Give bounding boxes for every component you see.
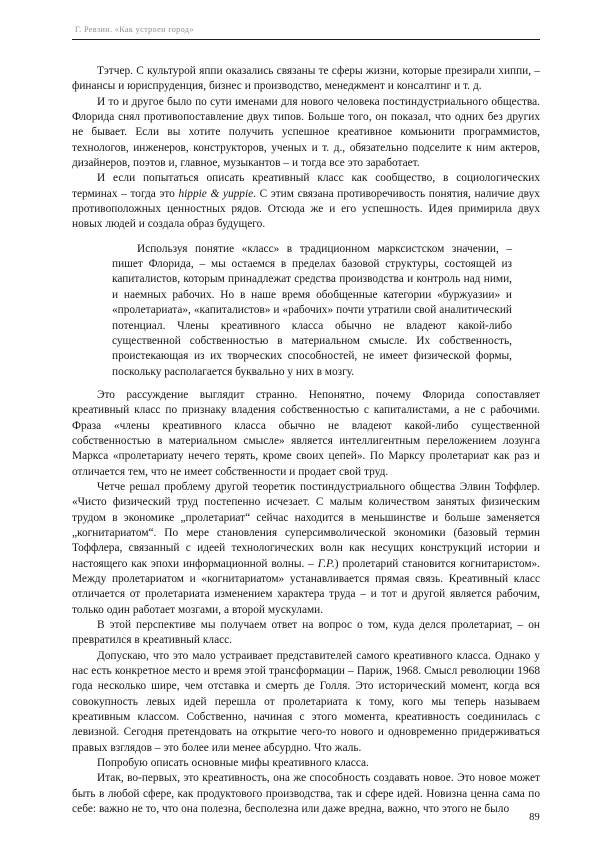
paragraph-9: Итак, во-первых, это креативность, она же способность создавать новое. Это новое может быть в любой сфере, как продуктового производства, так и сфере идей. Новизна ценна сама по себе: важно не то, что она полезна, бесполезна или даже вредна, важно, что этого не было (72, 772, 540, 816)
paragraph-5-text-part2: ) пролетарий становится когнитаристом». Между пролетариатом и «когнитариатом» устанавливается прямая связь. Креативный класс отличается от пролетариата изменением характера труда – и тот и другой является рабочим, только один работает мозгами, а второй мускулами. (72, 557, 541, 616)
paragraph-1: Тэтчер. С культурой яппи оказались связаны те сферы жизни, которые презирали хиппи, – финансы и юриспруденция, бизнес и производство, менеджмент и консалтинг и т. д. (72, 65, 540, 93)
editor-initials-italic: Г.Р. (317, 557, 335, 570)
paragraph-3-text-after: . С этим связана противоречивость понятия, наличие двух противоположных ценностных рядов. Отсюда же и его успешность. Идея примирила двух новых людей и создала образ будущего. (72, 187, 540, 231)
paragraph-7: Допускаю, что это мало устраивает представителей самого креативного класса. Однако у нас есть конкретное место и время этой трансформации – Париж, 1968. Смысл революции 1968 года несколько шире, чем отставка и смерть де Голля. Это исторический момент, когда вся совокупность левых идей перешла от пролетариата к тому, кого мы теперь называем креативным классом. Собственно, начиная с этого момента, креативность соединилась с левизной. Сегодня претендовать на открытие чего-то нового и одновременно придерживаться правых взглядов – это более или менее абсурдно. Что жаль. (72, 649, 540, 754)
paragraph-2: И то и другое было по сути именами для нового человека постиндустриального общества. Флорида снял противопоставление двух типов. Больше того, он показал, что одних без других не бывает. Если вы хотите получить успешное креативное комьюнити программистов, технологов, инженеров, конструкторов, ученых и т. д., обязательно подселите к ним актеров, дизайнеров, поэтов и, главное, музыкантов – и тогда все это заработает. (72, 95, 540, 170)
page-number: 89 (529, 812, 540, 823)
florida-block-quote: Используя понятие «класс» в традиционном марксистском значении, – пишет Флорида, – мы остаемся в пределах базовой структуры, состоящей из капиталистов, которым принадлежат средства производства и контроль над ними, и наемных рабочих. Но в наше время обобщенные категории «буржуазии» и «пролетариата», «капиталистов» и «рабочих» почти утратили свой аналитический потенциал. Члены креативного класса обычно не владеют какой-либо существенной собственностью в материальном смысле. Их собственность, проистекающая из их творческих способностей, не имеет физической формы, поскольку располагается буквально у них в мозгу. (112, 242, 512, 378)
paragraph-5-text-part1: Четче решал проблему другой теоретик постиндустриального общества Элвин Тоффлер. «Чисто физический труд постепенно исчезает. С малым количеством занятых физическим трудом в экономике „пролетариат“ сейчас находится в меньшинстве и больше заменяется „когнитариатом“. По мере становления суперсимволической экономики (базовый термин Тоффлера, связанный с идеей технологических волн как несущих конструкций истории и настоящего как эпохи информационной волны. – (72, 480, 540, 570)
paragraph-3 (72, 171, 540, 232)
page-header (72, 25, 540, 40)
hippie-yuppie-italic: hippie & yuppie (178, 187, 254, 200)
header-rule (72, 39, 540, 40)
body-text (72, 64, 540, 818)
paragraph-3-text-before: И если попытаться описать креативный класс как сообщество, в социологических терминах – тогда это (72, 172, 540, 200)
paragraph-5 (72, 480, 540, 618)
paragraph-6: В этой перспективе мы получаем ответ на вопрос о том, куда делся пролетариат, – он превратился в креативный класс. (72, 619, 540, 647)
running-head: Г. Ревзин. «Как устроен город» (75, 25, 194, 34)
paragraph-4: Это рассуждение выглядит странно. Непонятно, почему Флорида сопоставляет креативный класс по признаку владения собственностью с капиталистами, а не с рабочими. Фраза «члены креативного класса обычно не владеют какой-либо существенной собственностью в материальном смысле» является интеллигентным переложением лозунга Маркса «пролетариату нечего терять, кроме своих цепей». По Марксу пролетариат как раз и отличается тем, что не имеет собственности и продает свой труд. (72, 388, 540, 478)
paragraph-8: Попробую описать основные мифы креативного класса. (97, 757, 369, 770)
